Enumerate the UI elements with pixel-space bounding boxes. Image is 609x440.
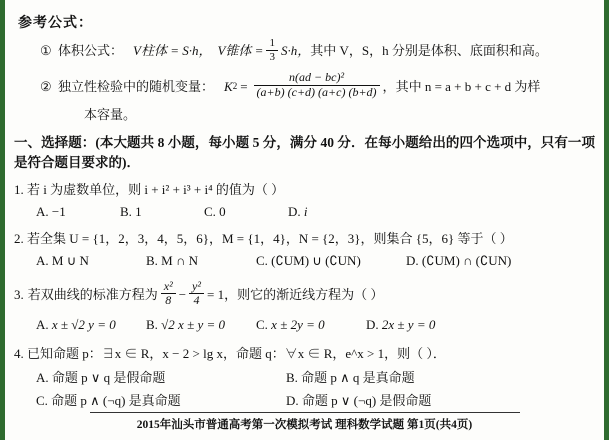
question-3-options: [36, 315, 595, 335]
question-1-option-a-label: A.: [36, 204, 49, 219]
question-4-stem: 已知命题 p：∃x ∈ R，x − 2 > lg x，命题 q：∀x ∈ R，e^x > 1，则（ ）．: [27, 345, 446, 361]
footer-text: 2015年汕头市普通高考第一次模拟考试 理科数学试题 第1页(共4页): [136, 419, 473, 431]
question-3-fraction-2: [189, 280, 204, 309]
question-2-option-d-label: D.: [406, 253, 419, 268]
formula-chisquare-note: 其中 n = a + b + c + d 为样: [395, 78, 541, 94]
question-3-fraction-1-denominator: 8: [161, 293, 176, 308]
question-4-option-a-label: A.: [36, 370, 49, 386]
question-3-option-c-label: C.: [256, 317, 268, 333]
question-3-option-a-label: A.: [36, 317, 49, 333]
formula-item-volume: [40, 38, 595, 64]
question-3-option-d-label: D.: [366, 317, 379, 333]
question-3: [14, 278, 595, 335]
formula-list: [40, 38, 595, 124]
question-2-option-d-text: (∁UM) ∩ (∁UN): [421, 253, 512, 268]
page-border-right: [604, 0, 609, 440]
question-3-stem-prefix: 若双曲线的标准方程为: [27, 287, 158, 303]
question-2-number: 2.: [14, 230, 24, 246]
question-1-option-d-text: i: [303, 204, 308, 219]
question-2-option-a[interactable]: [36, 251, 146, 271]
question-2-option-c-text: (∁UM) ∪ (∁UN): [271, 253, 361, 268]
formula-label-chisquare: 独立性检验中的随机变量：: [58, 78, 215, 94]
question-3-option-d-text: 2x ± y = 0: [381, 317, 436, 333]
page-footer: [0, 412, 609, 432]
question-4-option-b-label: B.: [286, 370, 298, 386]
question-2-option-b-text: M ∩ N: [161, 253, 199, 268]
question-3-minus: −: [178, 287, 187, 303]
formula-tail: 本容量。: [84, 106, 137, 122]
question-1: [14, 180, 595, 222]
question-2-stem: 若全集 U = {1，2，3，4，5，6}，M = {1，4}，N = {2，3}，则集合 {5，6} 等于（ ）: [27, 230, 513, 246]
formula-number-2: ②: [40, 78, 52, 94]
question-2-option-a-label: A.: [36, 253, 49, 268]
formula-volume-note: 其中 V，S，h 分别是体积、底面积和高。: [310, 43, 548, 59]
question-4-option-c[interactable]: [36, 391, 286, 411]
formula-chisquare-numerator: n(ad − bc)²: [289, 70, 345, 85]
question-1-option-b-label: B.: [120, 204, 132, 219]
formula-cone-suffix: S·h，: [280, 43, 311, 59]
formula-item-chisquare: [40, 72, 595, 101]
formula-number-1: ①: [40, 43, 52, 59]
question-1-option-d[interactable]: [288, 202, 372, 222]
question-2: [14, 229, 595, 271]
question-2-options: [36, 251, 595, 271]
question-2-option-a-text: M ∪ N: [51, 253, 89, 268]
question-2-option-c-label: C.: [256, 253, 268, 268]
question-3-option-b[interactable]: [146, 315, 256, 335]
formula-equals: =: [240, 78, 248, 94]
question-4-option-a[interactable]: [36, 368, 286, 388]
formula-cone-prefix: V锥体 =: [217, 43, 264, 59]
question-3-option-a-text: x ± √2 y = 0: [51, 317, 116, 333]
question-4-option-d-text: 命题 p ∨ (¬q) 是假命题: [301, 392, 432, 408]
question-1-option-b[interactable]: [120, 202, 204, 222]
question-4-option-d-label: D.: [286, 392, 299, 408]
question-3-option-b-label: B.: [146, 317, 158, 333]
question-3-fraction-1: [161, 280, 176, 309]
question-3-number: 3.: [14, 287, 24, 303]
formula-label-volume: 体积公式：: [58, 43, 124, 59]
question-1-option-c[interactable]: [204, 202, 288, 222]
question-3-stem-suffix: = 1，则它的渐近线方程为（ ）: [206, 287, 384, 303]
question-3-fraction-1-numerator: x²: [163, 278, 173, 293]
question-2-option-b[interactable]: [146, 251, 256, 271]
question-4-option-b[interactable]: [286, 368, 415, 388]
question-2-option-c[interactable]: [256, 251, 406, 271]
question-3-option-a[interactable]: [36, 315, 146, 335]
formula-chisquare-comma: ，: [382, 78, 396, 94]
question-3-fraction-2-denominator: 4: [189, 293, 204, 308]
choice-section-heading: 一、选择题：(本大题共 8 小题，每小题 5 分，满分 40 分．在每小题给出的四个选项中，只有一项是符合题目要求的)．: [14, 135, 595, 170]
reference-formula-title: 参考公式：: [18, 16, 93, 31]
formula-chisquare-fraction: [254, 71, 380, 100]
question-1-option-a[interactable]: [36, 202, 120, 222]
question-1-stem: 若 i 为虚数单位，则 i + i² + i³ + i⁴ 的值为（ ）: [27, 181, 285, 197]
formula-cylinder: V柱体 = S·h，: [133, 43, 212, 59]
question-3-option-c-text: x ± 2y = 0: [271, 317, 325, 333]
question-4-option-c-label: C.: [36, 392, 48, 408]
formula-cone-fraction: [266, 37, 278, 63]
question-4: [14, 344, 595, 411]
question-3-fraction-2-numerator: y²: [192, 278, 201, 293]
question-1-options: [36, 202, 595, 222]
question-4-option-b-text: 命题 p ∧ q 是真命题: [301, 370, 415, 386]
question-1-number: 1.: [14, 181, 24, 197]
question-4-number: 4.: [14, 345, 24, 361]
question-1-option-c-text: 0: [219, 204, 226, 219]
formula-chisquare-denominator: (a+b) (c+d) (a+c) (b+d): [254, 85, 380, 100]
question-2-option-d[interactable]: [406, 251, 511, 271]
question-3-option-b-text: √2 x ± y = 0: [161, 317, 226, 333]
question-4-option-d[interactable]: [286, 391, 431, 411]
formula-cone-numerator: 1: [269, 37, 275, 49]
footer-divider: [90, 412, 520, 413]
question-1-option-c-label: C.: [204, 204, 216, 219]
question-2-option-b-label: B.: [146, 253, 158, 268]
formula-k-symbol: K: [224, 78, 233, 94]
question-1-option-a-text: −1: [51, 204, 66, 219]
question-1-option-b-text: 1: [135, 204, 142, 219]
page-border-left: [0, 0, 5, 440]
question-4-options: [36, 368, 595, 410]
question-4-option-a-text: 命题 p ∨ q 是假命题: [51, 370, 166, 386]
formula-cone-denominator: 3: [266, 50, 278, 64]
question-3-option-c[interactable]: [256, 315, 366, 335]
question-3-option-d[interactable]: [366, 315, 435, 335]
question-1-option-d-label: D.: [288, 204, 301, 219]
question-4-option-c-text: 命题 p ∧ (¬q) 是真命题: [51, 392, 181, 408]
formula-k-exponent: 2: [232, 80, 238, 91]
